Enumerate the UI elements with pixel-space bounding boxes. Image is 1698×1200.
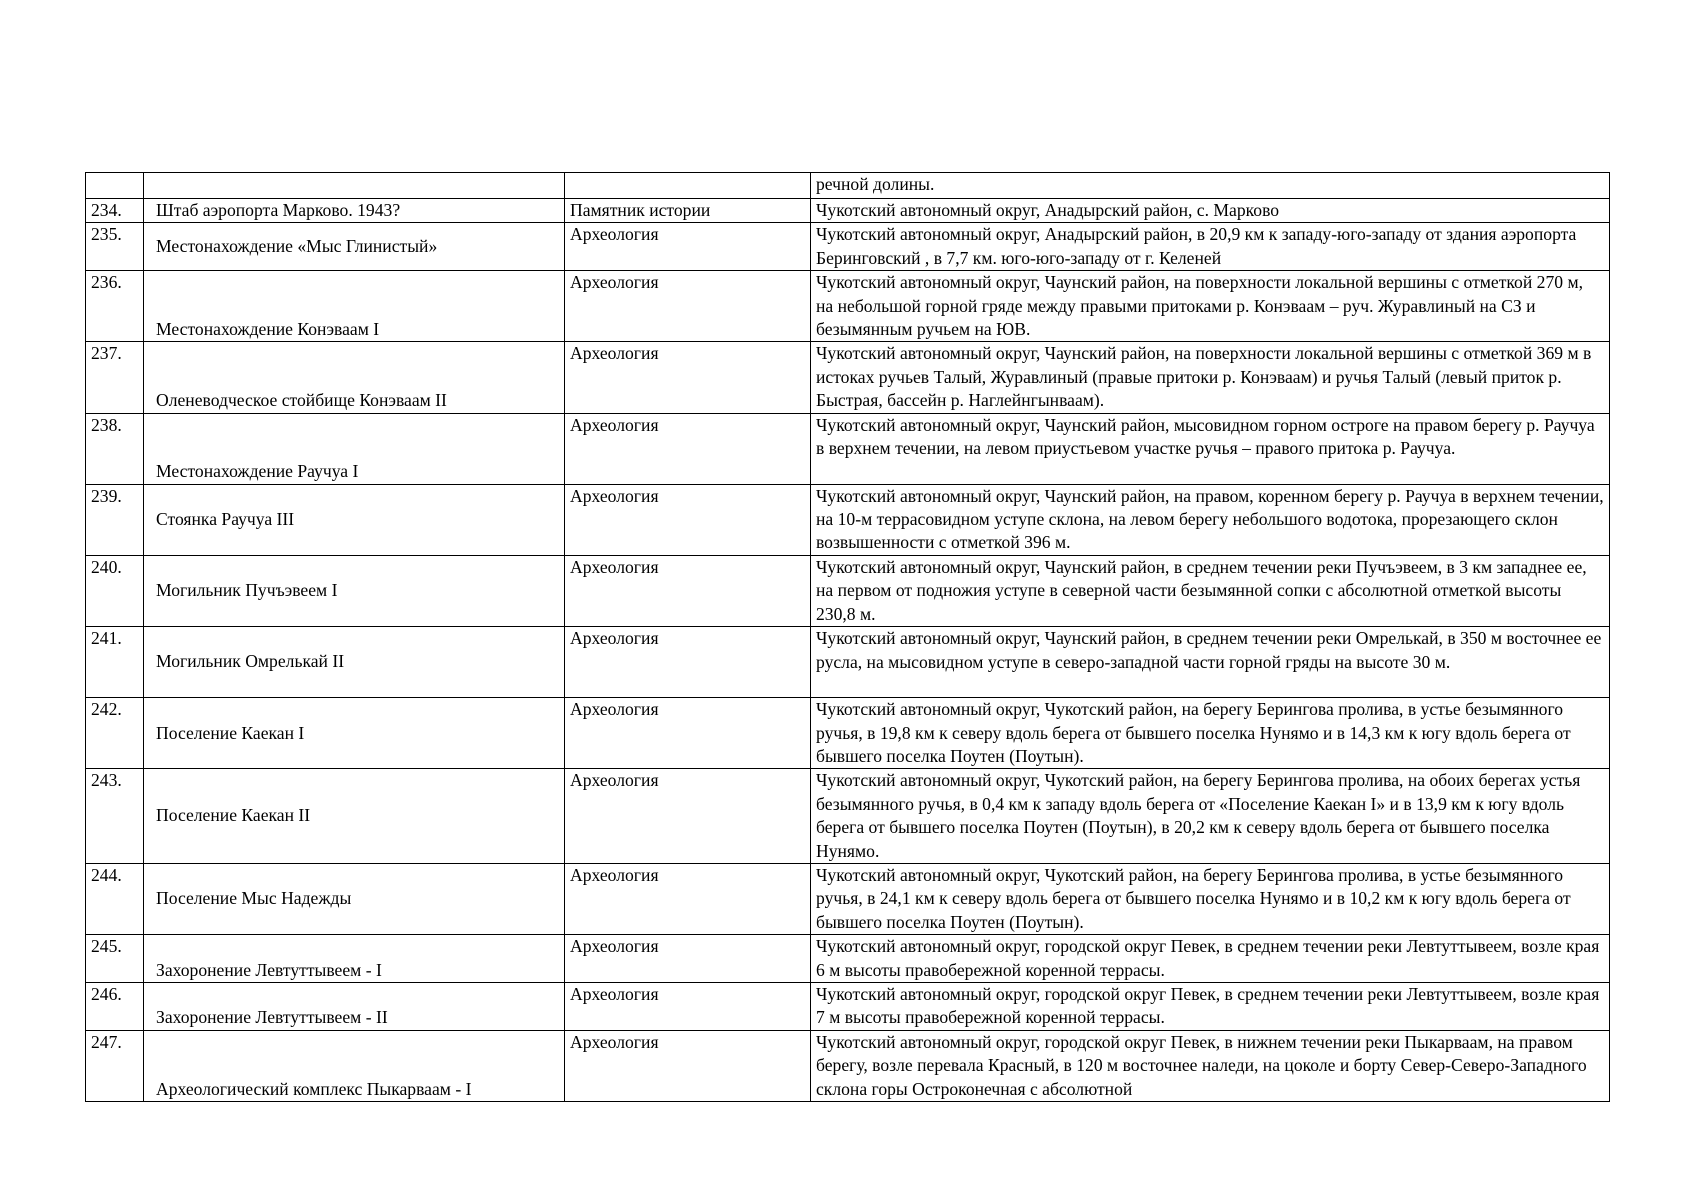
object-type: Археология — [565, 271, 811, 342]
object-location: Чукотский автономный округ, Чаунский район, мысовидном горном остроге на правом берегу р. Раучуа в верхнем течении, на левом приустьевом участке ручья – правого притока р. Раучуа. — [811, 413, 1610, 484]
row-number: 243. — [86, 769, 144, 864]
object-name: Захоронение Левтуттывеем - II — [144, 982, 565, 1030]
object-location: Чукотский автономный округ, Чаунский район, на правом, коренном берегу р. Раучуа в верхнем течении, на 10-м террасовидном уступе склона, на левом берегу небольшого водотока, прорезающего склон возвышенности с отметкой 396 м. — [811, 484, 1610, 555]
object-location: Чукотский автономный округ, Чукотский район, на берегу Берингова пролива, в устье безымянного ручья, в 19,8 км к северу вдоль берега от бывшего поселка Нунямо и в 14,3 км к югу вдоль берега от бывшего поселка Поутен (Поутын). — [811, 698, 1610, 769]
object-location: Чукотский автономный округ, городской округ Певек, в среднем течении реки Левтуттывеем, возле края 7 м высоты правобережной коренной террасы. — [811, 982, 1610, 1030]
table-row — [86, 555, 1610, 626]
object-location: Чукотский автономный округ, Чаунский район, в среднем течении реки Пучъэвеем, в 3 км западнее ее, на первом от подножия уступе в северной части безымянной сопки с абсолютной отметкой высоты 230,8 м. — [811, 555, 1610, 626]
table-row — [86, 627, 1610, 698]
object-name: Поселение Мыс Надежды — [144, 863, 565, 934]
object-location: Чукотский автономный округ, Чаунский район, на поверхности локальной вершины с отметкой 369 м в истоках ручьев Талый, Журавлиный (правые притоки р. Конэваам) и ручья Талый (левый приток р. Быстрая, бассейн р. Наглейнгынваам). — [811, 342, 1610, 413]
object-type: Археология — [565, 413, 811, 484]
table-row — [86, 769, 1610, 864]
object-location: Чукотский автономный округ, городской округ Певек, в нижнем течении реки Пыкарваам, на правом берегу, возле перевала Красный, в 120 м восточнее наледи, на цоколе и борту Север-Северо-Западного склона горы Остроконечная с абсолютной — [811, 1030, 1610, 1101]
object-type: Археология — [565, 223, 811, 271]
object-location: Чукотский автономный округ, Анадырский район, с. Марково — [811, 199, 1610, 223]
object-type: Археология — [565, 982, 811, 1030]
table-row — [86, 413, 1610, 484]
object-location: Чукотский автономный округ, Чаунский район, на поверхности локальной вершины с отметкой 270 м, на небольшой горной гряде между правыми притоками р. Конэваам – руч. Журавлиный на СЗ и безымянным ручьем на ЮВ. — [811, 271, 1610, 342]
object-location: Чукотский автономный округ, Анадырский район, в 20,9 км к западу-юго-западу от здания аэропорта Беринговский , в 7,7 км. юго-юго-западу от г. Келеней — [811, 223, 1610, 271]
row-number: 234. — [86, 199, 144, 223]
row-number: 245. — [86, 935, 144, 983]
row-number: 239. — [86, 484, 144, 555]
table-row — [86, 982, 1610, 1030]
object-type: Памятник истории — [565, 199, 811, 223]
object-type: Археология — [565, 484, 811, 555]
table-row — [86, 173, 1610, 199]
table-row — [86, 698, 1610, 769]
table-row — [86, 1030, 1610, 1101]
object-name: Археологический комплекс Пыкарваам - I — [144, 1030, 565, 1101]
object-type — [565, 173, 811, 199]
object-name: Поселение Каекан I — [144, 698, 565, 769]
object-type: Археология — [565, 769, 811, 864]
row-number: 236. — [86, 271, 144, 342]
object-name: Поселение Каекан II — [144, 769, 565, 864]
object-name: Местонахождение «Мыс Глинистый» — [144, 223, 565, 271]
table-row — [86, 223, 1610, 271]
table-row — [86, 199, 1610, 223]
object-name: Местонахождение Раучуа I — [144, 413, 565, 484]
object-type: Археология — [565, 627, 811, 698]
object-type: Археология — [565, 863, 811, 934]
object-name: Могильник Пучъэвеем I — [144, 555, 565, 626]
object-location: Чукотский автономный округ, Чаунский район, в среднем течении реки Омрелькай, в 350 м восточнее ее русла, на мысовидном уступе в северо-западной части горной гряды на высоте 30 м. — [811, 627, 1610, 698]
object-type: Археология — [565, 342, 811, 413]
object-name: Оленеводческое стойбище Конэваам II — [144, 342, 565, 413]
object-name: Штаб аэропорта Марково. 1943? — [144, 199, 565, 223]
row-number: 235. — [86, 223, 144, 271]
table-row — [86, 342, 1610, 413]
row-number: 244. — [86, 863, 144, 934]
object-type: Археология — [565, 1030, 811, 1101]
row-number: 247. — [86, 1030, 144, 1101]
table-body — [86, 173, 1610, 1102]
row-number: 242. — [86, 698, 144, 769]
table-row — [86, 863, 1610, 934]
row-number: 241. — [86, 627, 144, 698]
object-name — [144, 173, 565, 199]
table-row — [86, 271, 1610, 342]
object-name: Стоянка Раучуа III — [144, 484, 565, 555]
object-type: Археология — [565, 935, 811, 983]
object-name: Захоронение Левтуттывеем - I — [144, 935, 565, 983]
table-row — [86, 935, 1610, 983]
heritage-registry-table — [85, 172, 1610, 1102]
object-name: Местонахождение Конэваам I — [144, 271, 565, 342]
row-number: 246. — [86, 982, 144, 1030]
row-number — [86, 173, 144, 199]
object-location: Чукотский автономный округ, Чукотский район, на берегу Берингова пролива, на обоих берегах устья безымянного ручья, в 0,4 км к западу вдоль берега от «Поселение Каекан I» и в 13,9 км к югу вдоль берега от бывшего поселка Поутен (Поутын), в 20,2 км к северу вдоль берега от бывшего поселка Нунямо. — [811, 769, 1610, 864]
object-type: Археология — [565, 555, 811, 626]
object-location: Чукотский автономный округ, городской округ Певек, в среднем течении реки Левтуттывеем, возле края 6 м высоты правобережной коренной террасы. — [811, 935, 1610, 983]
object-name: Могильник Омрелькай II — [144, 627, 565, 698]
object-location: речной долины. — [811, 173, 1610, 199]
table-row — [86, 484, 1610, 555]
object-type: Археология — [565, 698, 811, 769]
row-number: 237. — [86, 342, 144, 413]
row-number: 238. — [86, 413, 144, 484]
object-location: Чукотский автономный округ, Чукотский район, на берегу Берингова пролива, в устье безымянного ручья, в 24,1 км к северу вдоль берега от бывшего поселка Нунямо и в 10,2 км к югу вдоль берега от бывшего поселка Поутен (Поутын). — [811, 863, 1610, 934]
row-number: 240. — [86, 555, 144, 626]
